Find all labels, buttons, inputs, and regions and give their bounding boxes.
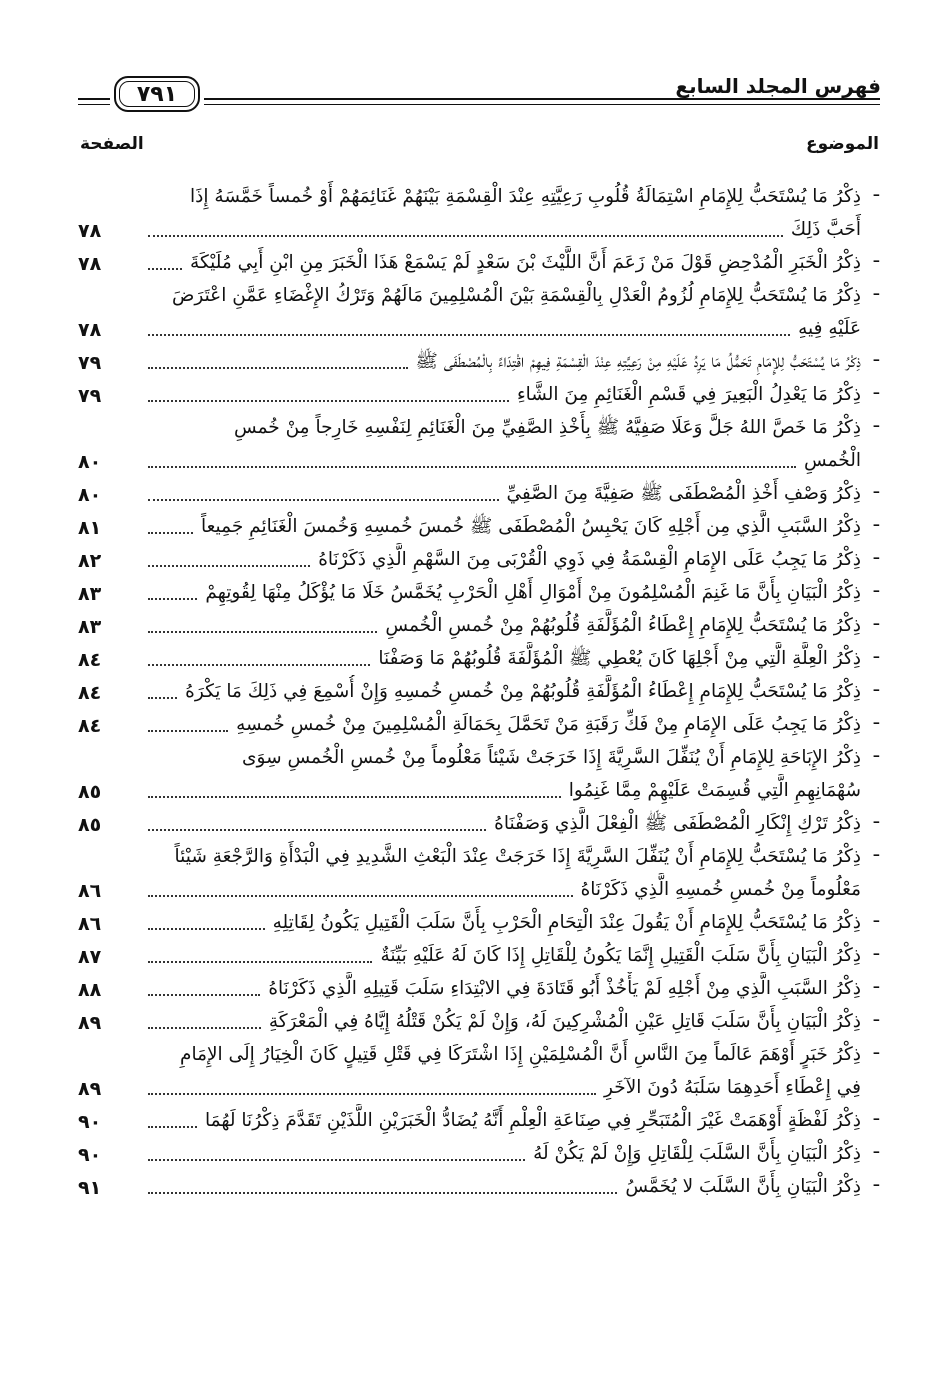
index-entries [0, 180, 943, 1203]
entry-page-number: ٧٨ [78, 319, 102, 341]
entry-text: أَحَبَّ ذَلِكَ [790, 219, 861, 240]
leader-dots [148, 631, 377, 633]
entry-page-number: ٨١ [78, 517, 102, 539]
leader-dots [148, 961, 372, 963]
index-entry [0, 279, 943, 345]
entry-text: سُهْمَانِهِمِ الَّتِي قُسِمَتْ عَلَيْهِمْ مِمَّا غَنِمُوا [568, 780, 861, 801]
leader-dots [148, 598, 197, 600]
index-entry [0, 807, 943, 840]
index-entry [0, 1137, 943, 1170]
entry-page-number: ٨٢ [78, 550, 102, 572]
entry-bullet: ـ [873, 840, 879, 861]
entry-line [0, 1005, 943, 1038]
entry-line [0, 906, 943, 939]
entry-bullet: ـ [873, 906, 879, 927]
entry-text: ذِكْرُ مَا يَجِبُ عَلَى الإِمَامِ الْقِسْمَةُ فِي ذَوِي الْقُرْبَى مِنَ السَّهْمِ الَّذِي ذَكَرْنَاهُ [318, 549, 861, 570]
entry-bullet: ـ [873, 477, 879, 498]
entry-page-number: ٩٠ [78, 1144, 102, 1166]
entry-text: ذِكْرُ السَّبَبِ الَّذِي مِنْ أَجْلِهِ لَمْ يَأْخُذْ أَبُو قَتَادَةَ فِي الابْتِدَاءِ سَلَبَ قَتِيلِهِ الَّذِي ذَكَرْنَاهُ [268, 978, 861, 999]
entry-page-number: ٨٦ [78, 913, 102, 935]
entry-page-number: ٩٠ [78, 1111, 102, 1133]
leader-dots [148, 994, 260, 996]
entry-line [0, 1071, 943, 1104]
entry-line [0, 1137, 943, 1170]
entry-line [0, 345, 943, 378]
leader-dots [148, 334, 790, 336]
leader-dots [148, 400, 509, 402]
entry-text: ذِكْرُ مَا يُسْتَحَبُّ لِلإِمَامِ أَنْ يَقُولَ عِنْدَ الْتِحَامِ الْحَرْبِ بِأَنَّ سَلَبَ الْقَتِيلِ يَكُونُ لِقَاتِلِهِ [272, 912, 861, 933]
entry-bullet: ـ [873, 378, 879, 399]
page-number-box: ٧٩١ [114, 76, 200, 112]
entry-page-number: ٨٣ [78, 616, 102, 638]
entry-bullet: ـ [873, 345, 879, 366]
running-header-title: فهرس المجلد السابع [675, 74, 881, 98]
entry-line [0, 807, 943, 840]
index-entry [0, 378, 943, 411]
entry-bullet: ـ [873, 972, 879, 993]
index-entry [0, 1005, 943, 1038]
entry-line [0, 1038, 943, 1071]
entry-line [0, 1170, 943, 1203]
index-entry [0, 642, 943, 675]
entry-line [0, 609, 943, 642]
index-entry [0, 411, 943, 477]
index-entry [0, 1104, 943, 1137]
leader-dots [148, 829, 486, 831]
index-entry [0, 609, 943, 642]
entry-page-number: ٨٩ [78, 1078, 102, 1100]
index-entry [0, 972, 943, 1005]
entry-page-number: ٨٥ [78, 781, 102, 803]
entry-line [0, 312, 943, 345]
entry-text: ذِكْرُ السَّبَبِ الَّذِي مِن أَجْلِهِ كَانَ يَحْبِسُ الْمُصْطَفَى ﷺ خُمسَ خُمسِهِ وَخُمسَ الْغَنَائِمِ جَمِيعاً [201, 516, 861, 537]
leader-dots [148, 466, 796, 468]
entry-bullet: ـ [873, 1137, 879, 1158]
entry-page-number: ٨٤ [78, 715, 102, 737]
entry-line [0, 444, 943, 477]
leader-dots [148, 1126, 197, 1128]
index-entry [0, 675, 943, 708]
leader-dots [148, 895, 573, 897]
entry-page-number: ٨٤ [78, 682, 102, 704]
page-column-header: الصفحة [80, 134, 144, 154]
entry-line [0, 477, 943, 510]
entry-line [0, 411, 943, 444]
entry-page-number: ٨٩ [78, 1012, 102, 1034]
entry-text: ذِكْرُ الْعِلَّةِ الَّتِي مِنْ أَجْلِهَا كَانَ يُعْطِي ﷺ الْمُؤَلَّفَةَ قُلُوبُهُمْ مَا وَصَفْنَا [378, 648, 861, 669]
entry-text: ذِكْرُ وَصْفِ أَخْذِ الْمُصْطَفَى ﷺ صَفِيَّةَ مِنَ الصَّفِيِّ [506, 483, 861, 504]
entry-line [0, 939, 943, 972]
entry-line [0, 708, 943, 741]
entry-page-number: ٨٨ [78, 979, 102, 1001]
entry-text: الْخُمسِ [804, 450, 861, 471]
entry-line [0, 873, 943, 906]
entry-bullet: ـ [873, 1038, 879, 1059]
entry-line [0, 543, 943, 576]
entry-page-number: ٨٠ [78, 484, 102, 506]
entry-page-number: ٨٦ [78, 880, 102, 902]
entry-bullet: ـ [873, 543, 879, 564]
entry-page-number: ٧٩ [78, 385, 102, 407]
entry-bullet: ـ [873, 279, 879, 300]
index-entry [0, 543, 943, 576]
entry-line [0, 741, 943, 774]
entry-text: ذِكْرُ الْبَيَانِ بِأَنَّ مَا غَنِمَ الْمُسْلِمُونَ مِنْ أَمْوَالِ أَهْلِ الْحَرْبِ يُخَمَّسُ خَلَا مَا يُؤْكَلُ مِنْهَا لِقُوتِهِمْ [205, 582, 861, 603]
leader-dots [148, 268, 182, 270]
entry-text: ذِكْرُ مَا يُسْتَحَبُّ لِلإِمَامِ لُزُومُ الْعَدْلِ بِالْقِسْمَةِ بَيْنَ الْمُسْلِمِينَ مَالَهُمْ وَتَرْكُ الإِغْضَاءِ عَمَّنِ اعْتَرَضَ [172, 285, 861, 306]
entry-bullet: ـ [873, 807, 879, 828]
entry-text: ذِكْرُ الْخَبَرِ الْمُدْحِضِ قَوْلَ مَنْ زَعَمَ أَنَّ اللَّيْثَ بْنَ سَعْدٍ لَمْ يَسْمَعْ هَذَا الْخَبَرَ مِنِ ابْنِ أَبِي مُلَيْكَةَ [190, 252, 861, 273]
topic-column-header: الموضوع [806, 134, 879, 154]
leader-dots [148, 532, 193, 534]
entry-page-number: ٨٣ [78, 583, 102, 605]
entry-line [0, 1104, 943, 1137]
leader-dots [148, 235, 783, 237]
entry-page-number: ٨٠ [78, 451, 102, 473]
entry-text: ذِكْرُ تَرْكِ إِنْكَارِ الْمُصْطَفَى ﷺ الْفِعْلَ الَّذِي وَصَفْنَاهُ [494, 813, 861, 834]
header-rule-right [204, 98, 880, 100]
index-entry [0, 180, 943, 246]
entry-bullet: ـ [873, 675, 879, 696]
entry-line [0, 279, 943, 312]
entry-line [0, 675, 943, 708]
entry-bullet: ـ [873, 708, 879, 729]
entry-text: ذِكْرُ مَا خَصَّ اللهُ جَلَّ وَعَلَا صَفِيَّهُ ﷺ بِأَخْذِ الصَّفِيِّ مِنَ الْغَنَائِمِ لِنَفْسِهِ خَارِجاً مِنْ خُمسِ [234, 417, 861, 438]
entry-text: ذِكْرُ مَا يُسْتَحَبُّ لِلإِمَامِ أَنْ يُنَفِّلَ السَّرِيَّةَ إِذَا خَرَجَتْ عِنْدَ الْبَعْثِ الشَّدِيدِ فِي الْبَدْأَةِ وَالرَّجْعَةِ شَيْئاً [174, 846, 861, 867]
leader-dots [148, 1093, 596, 1095]
leader-dots [148, 367, 408, 369]
entry-bullet: ـ [873, 1104, 879, 1125]
entry-bullet: ـ [873, 180, 879, 201]
header-rule-left-thin [78, 104, 110, 105]
index-entry [0, 510, 943, 543]
entry-text: ذِكْرُ الْبَيَانِ بِأَنَّ سَلَبَ قَاتِلِ عَيْنِ الْمُشْرِكِينَ لَهُ، وَإِنْ لَمْ يَكُنْ قَتْلُهُ إِيَّاهُ فِي الْمَعْرَكَةِ [268, 1011, 861, 1032]
entry-line [0, 576, 943, 609]
index-entry [0, 246, 943, 279]
entry-bullet: ـ [873, 411, 879, 432]
entry-line [0, 642, 943, 675]
leader-dots [148, 1192, 617, 1194]
entry-text: ذِكْرُ الْبَيَانِ بِأَنَّ سَلَبَ الْقَتِيلِ إِنَّمَا يَكُونُ لِلْقَاتِلِ إِذَا كَانَ لَهُ عَلَيْهِ بَيِّنَةٌ [380, 945, 861, 966]
leader-dots [148, 1027, 261, 1029]
entry-page-number: ٧٨ [78, 220, 102, 242]
entry-text: ذِكْرُ الإِبَاحَةِ لِلإِمَامِ أَنْ يُنَفِّلَ السَّرِيَّةَ إِذَا خَرَجَتْ شَيْئاً مَعْلُوماً مِنْ خُمسِ الْخُمسِ سِوَى [242, 747, 861, 768]
entry-bullet: ـ [873, 939, 879, 960]
entry-page-number: ٨٥ [78, 814, 102, 836]
entry-line [0, 213, 943, 246]
entry-page-number: ٨٤ [78, 649, 102, 671]
entry-line [0, 378, 943, 411]
entry-line [0, 246, 943, 279]
index-entry [0, 906, 943, 939]
entry-text: ذِكْرُ مَا يُسْتَحَبُّ لِلإِمَامِ تَحَمُّلُ مَا يَرِدُ عَلَيْهِ مِنْ رَعِيَّتِهِ عِنْدَ الْقِسْمَةِ فِيهِمْ اقْتِدَاءً بِالْمُصْطَفَى ﷺ [415, 351, 861, 372]
entry-line [0, 180, 943, 213]
entry-page-number: ٩١ [78, 1177, 102, 1199]
entry-bullet: ـ [873, 741, 879, 762]
index-entry [0, 708, 943, 741]
entry-text: ذِكْرُ مَا يُسْتَحَبُّ لِلإِمَامِ إِعْطَاءُ الْمُؤَلَّفَةِ قُلُوبُهُمْ مِنْ خُمسِ خُمسِهِ وَإِنْ أُسْمِعَ فِي ذَلِكَ مَا يَكْرَهُ [185, 681, 861, 702]
index-entry [0, 1170, 943, 1203]
entry-line [0, 510, 943, 543]
leader-dots [148, 796, 561, 798]
entry-bullet: ـ [873, 576, 879, 597]
leader-dots [148, 697, 177, 699]
index-entry [0, 345, 943, 378]
entry-text: فِي إِعْطَاءِ أَحَدِهِمَا سَلَبَهُ دُونَ الآخَرِ [604, 1077, 861, 1098]
entry-text: ذِكْرُ مَا يُسْتَحَبُّ لِلإِمَامِ إِعْطَاءُ الْمُؤَلَّفَةِ قُلُوبُهُمْ مِنْ خُمسِ الْخُمسِ [385, 615, 861, 636]
entry-bullet: ـ [873, 1005, 879, 1026]
entry-bullet: ـ [873, 510, 879, 531]
entry-line [0, 774, 943, 807]
entry-page-number: ٧٩ [78, 352, 102, 374]
entry-bullet: ـ [873, 642, 879, 663]
entry-line [0, 840, 943, 873]
entry-text: مَعْلُوماً مِنْ خُمسِ خُمسِهِ الَّذِي ذَكَرْنَاهُ [580, 879, 861, 900]
index-entry [0, 1038, 943, 1104]
entry-page-number: ٨٧ [78, 946, 102, 968]
entry-text: ذِكْرُ الْبَيَانِ بِأَنَّ السَّلَبَ لِلْقَاتِلِ وَإِنْ لَمْ يَكُنْ لَهُ [533, 1143, 861, 1164]
entry-text: ذِكْرُ مَا يُسْتَحَبُّ لِلإِمَامِ اسْتِمَالَةُ قُلُوبِ رَعِيَّتِهِ عِنْدَ الْقِسْمَةِ بَيْنَهُمْ غَنَائِمَهُمْ أَوْ خُمساً خَمَّسَهُ إِذَا [190, 186, 861, 207]
entry-bullet: ـ [873, 609, 879, 630]
entry-line [0, 972, 943, 1005]
entry-text: عَلَيْهِ فِيهِ [798, 318, 861, 339]
index-entry [0, 576, 943, 609]
entry-text: ذِكْرُ مَا يَجِبُ عَلَى الإِمَامِ مِنْ فَكِّ رَقَبَةِ مَنْ تَحَمَّلَ بِحَمَالَةِ الْمُسْلِمِينَ مِنْ خُمسِ خُمسِهِ [236, 714, 861, 735]
leader-dots [148, 928, 265, 930]
entry-bullet: ـ [873, 1170, 879, 1191]
index-entry [0, 741, 943, 807]
entry-text: ذِكْرُ لَفْظَةٍ أَوْهَمَتْ غَيْرَ الْمُتَبَحِّرِ فِي صِنَاعَةِ الْعِلْمِ أَنَّهُ يُضَادُّ الْخَبَرَيْنِ اللَّذَيْنِ تَقَدَّمَ ذِكْرُنَا لَهُمَا [205, 1110, 861, 1131]
leader-dots [148, 565, 310, 567]
entry-text: ذِكْرُ خَبَرٍ أَوْهَمَ عَالَماً مِنَ النَّاسِ أَنَّ الْمُسْلِمَيْنِ إِذَا اشْتَرَكَا فِي قَتْلِ قَتِيلٍ كَانَ الْخِيَارُ إِلَى الإِمَامِ [179, 1044, 861, 1065]
leader-dots [148, 499, 499, 501]
header-rule-left [78, 98, 110, 100]
header-rule-right-thin [204, 104, 880, 105]
entry-bullet: ـ [873, 246, 879, 267]
leader-dots [148, 1159, 525, 1161]
leader-dots [148, 664, 370, 666]
leader-dots [148, 730, 228, 732]
entry-page-number: ٧٨ [78, 253, 102, 275]
index-entry [0, 939, 943, 972]
entry-text: ذِكْرُ مَا يَعْدِلُ الْبَعِيرَ فِي قَسْمِ الْغَنَائِمِ مِنَ الشَّاءِ [516, 384, 861, 405]
entry-text: ذِكْرُ الْبَيَانِ بِأَنَّ السَّلَبَ لا يُخَمَّسُ [625, 1176, 861, 1197]
index-entry [0, 477, 943, 510]
index-entry [0, 840, 943, 906]
